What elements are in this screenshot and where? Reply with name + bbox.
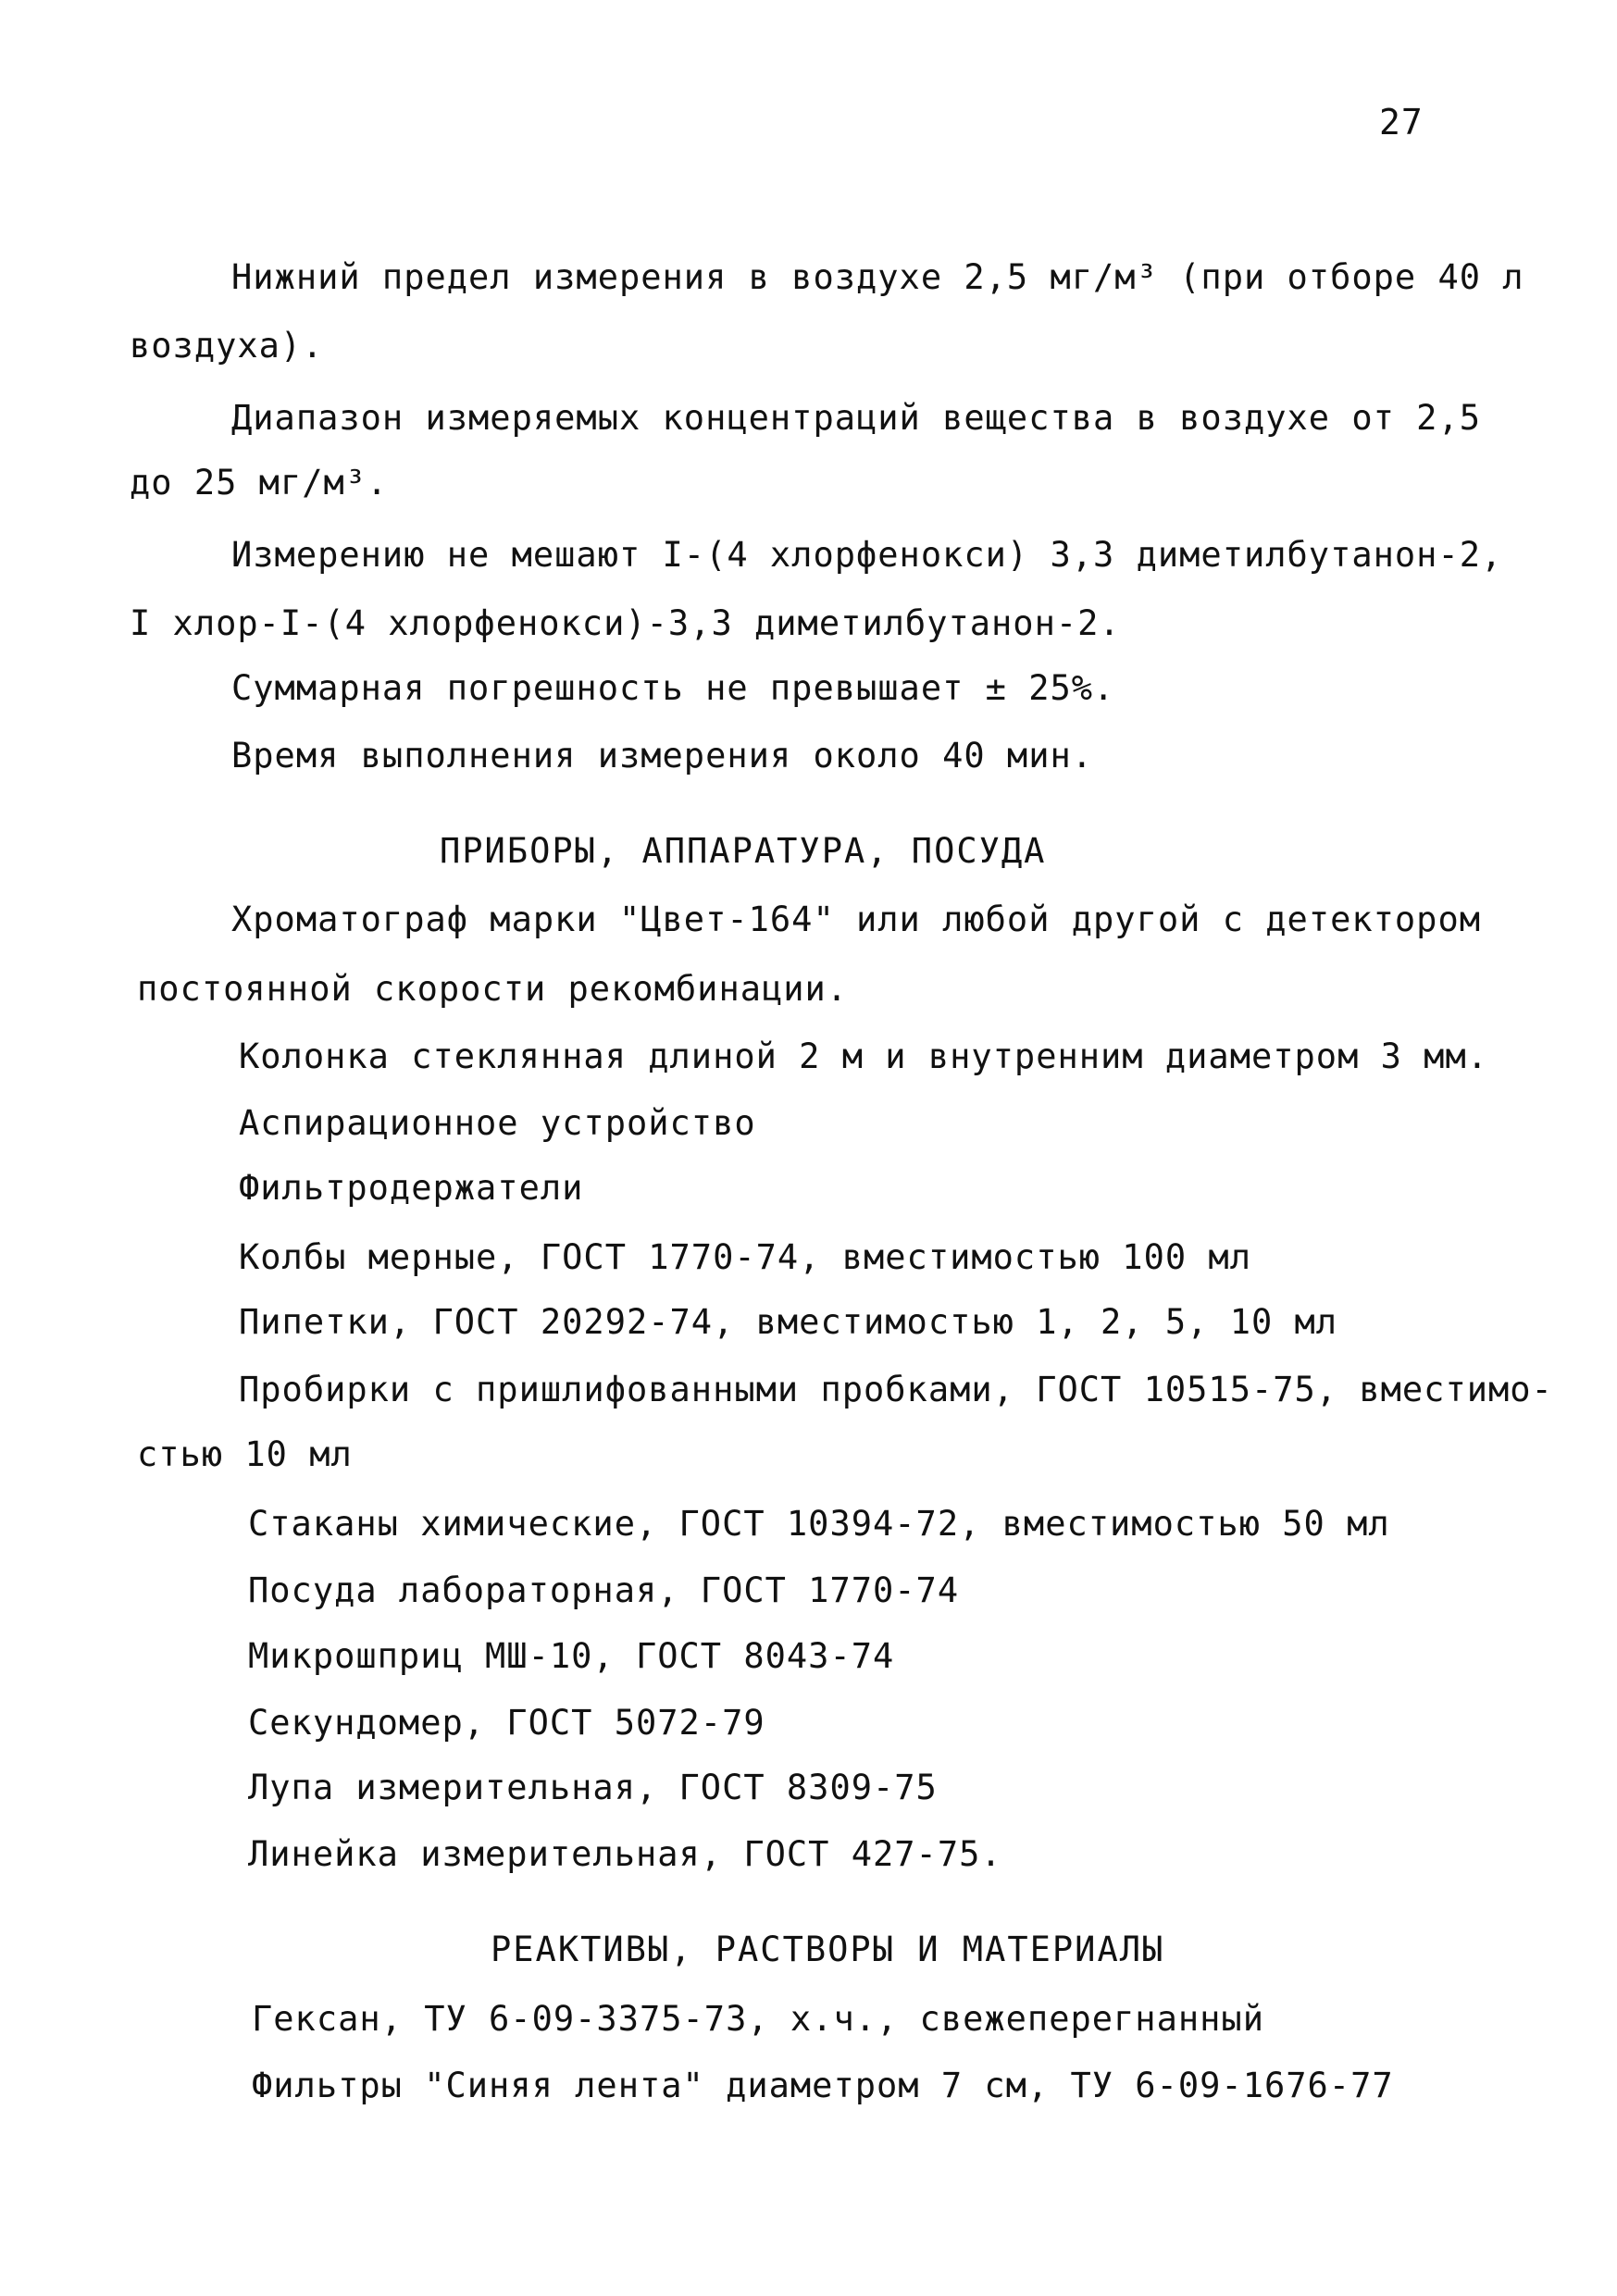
text-line: Пробирки с пришлифованными пробками, ГОСТ 10515-75, вместимо-: [239, 1370, 1553, 1409]
text-line: Гексан, ТУ 6-09-3375-73, х.ч., свежеперегнанный: [252, 1999, 1264, 2039]
text-line: Колонка стеклянная длиной 2 м и внутренним диаметром 3 мм.: [239, 1036, 1489, 1076]
section-heading: РЕАКТИВЫ, РАСТВОРЫ И МАТЕРИАЛЫ: [491, 1930, 1165, 1969]
text-line: Колбы мерные, ГОСТ 1770-74, вместимостью 100 мл: [239, 1237, 1251, 1277]
text-line: постоянной скорости рекомбинации.: [137, 969, 849, 1009]
text-line: Измерению не мешают I-(4 хлорфенокси) 3,3 диметилбутанон-2,: [231, 535, 1503, 575]
section-heading: ПРИБОРЫ, АППАРАТУРА, ПОСУДА: [440, 831, 1047, 871]
text-line: Секундомер, ГОСТ 5072-79: [248, 1703, 765, 1743]
text-line: Фильтродержатели: [239, 1168, 584, 1208]
text-line: Нижний предел измерения в воздухе 2,5 мг/м³ (при отборе 40 л: [231, 257, 1524, 297]
text-line: до 25 мг/м³.: [130, 463, 389, 503]
page-number: 27: [1379, 102, 1424, 143]
text-line: Диапазон измеряемых концентраций вещества в воздухе от 2,5: [231, 398, 1482, 438]
text-line: Микрошприц МШ-10, ГОСТ 8043-74: [248, 1636, 895, 1676]
text-line: Время выполнения измерения около 40 мин.: [231, 736, 1094, 776]
text-line: Лупа измерительная, ГОСТ 8309-75: [248, 1768, 938, 1807]
text-line: Посуда лабораторная, ГОСТ 1770-74: [248, 1570, 960, 1610]
text-line: стью 10 мл: [137, 1434, 353, 1474]
text-line: Стаканы химические, ГОСТ 10394-72, вместимостью 50 мл: [248, 1504, 1390, 1544]
text-line: Фильтры "Синяя лента" диаметром 7 см, ТУ 6-09-1676-77: [252, 2066, 1394, 2105]
text-line: Аспирационное устройство: [239, 1103, 756, 1143]
text-line: Пипетки, ГОСТ 20292-74, вместимостью 1, 2, 5, 10 мл: [239, 1302, 1338, 1342]
text-line: Суммарная погрешность не превышает ± 25%.: [231, 668, 1115, 708]
text-line: I хлор-I-(4 хлорфенокси)-3,3 диметилбутанон-2.: [130, 603, 1121, 643]
text-line: Линейка измерительная, ГОСТ 427-75.: [248, 1834, 1002, 1874]
text-line: Хроматограф марки "Цвет-164" или любой другой с детектором: [231, 900, 1482, 939]
text-line: воздуха).: [130, 326, 324, 366]
